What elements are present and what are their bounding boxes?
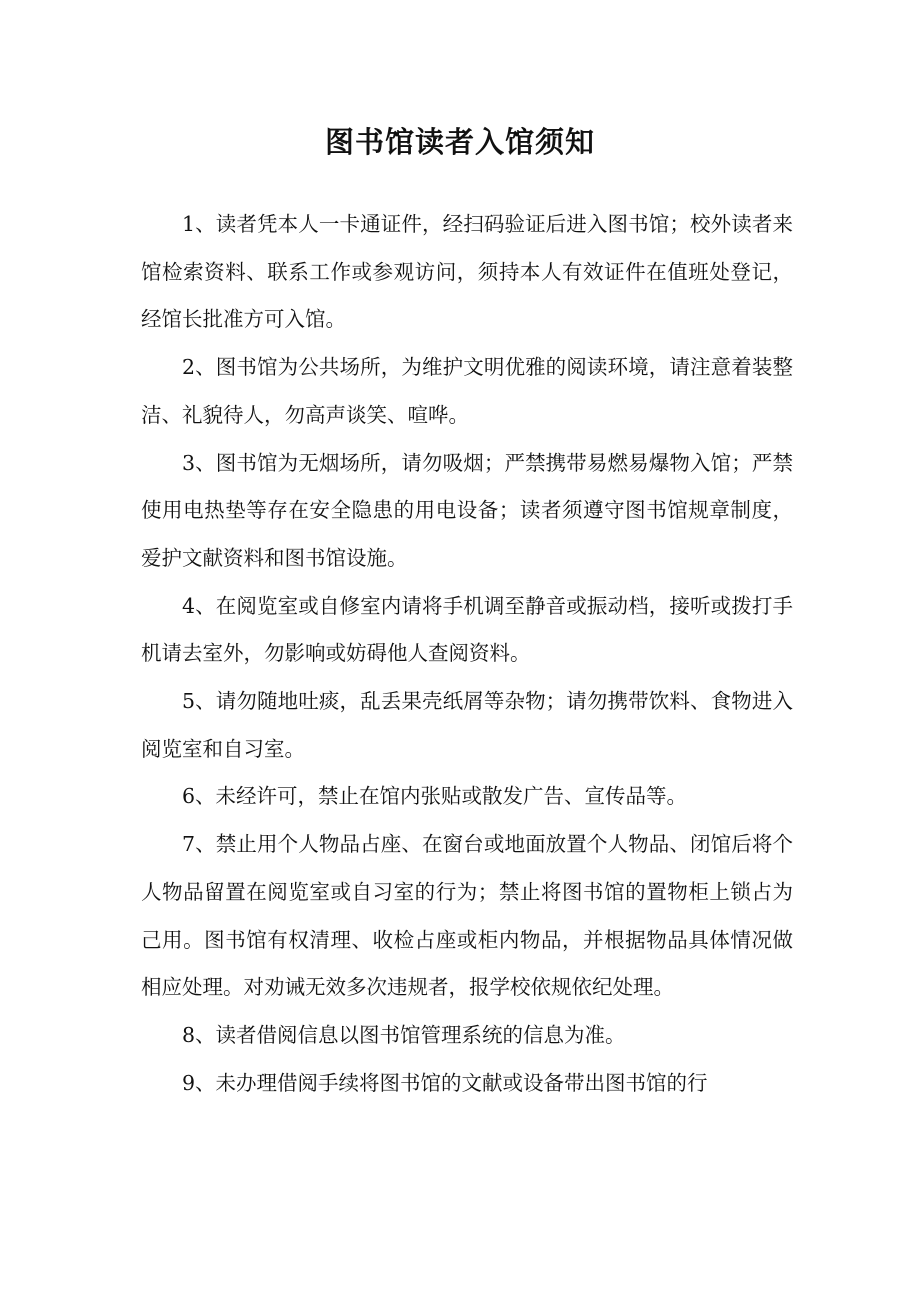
paragraph-1: 1、读者凭本人一卡通证件，经扫码验证后进入图书馆；校外读者来馆检索资料、联系工作或参观访问，须持本人有效证件在值班处登记，经馆长批准方可入馆。	[141, 212, 793, 332]
paragraph-9: 9、未办理借阅手续将图书馆的文献或设备带出图书馆的行	[182, 1070, 708, 1095]
paragraph-2: 2、图书馆为公共场所，为维护文明优雅的阅读环境，请注意着装整洁、礼貌待人，勿高声谈笑、喧哗。	[141, 355, 793, 427]
paragraph-7: 7、禁止用个人物品占座、在窗台或地面放置个人物品、闭馆后将个人物品留置在阅览室或自习室的行为；禁止将图书馆的置物柜上锁占为己用。图书馆有权清理、收检占座或柜内物品，并根据物品具体情况做相应处理。对劝诫无效多次违规者，报学校依规依纪处理。	[141, 832, 793, 1000]
paragraph-4: 4、在阅览室或自修室内请将手机调至静音或振动档，接听或拨打手机请去室外，勿影响或妨碍他人查阅资料。	[141, 593, 793, 666]
paragraph-8: 8、读者借阅信息以图书馆管理系统的信息为准。	[182, 1022, 626, 1047]
paragraph-5: 5、请勿随地吐痰，乱丢果壳纸屑等杂物；请勿携带饮料、食物进入阅览室和自习室。	[141, 689, 793, 761]
paragraph-6: 6、未经许可，禁止在馆内张贴或散发广告、宣传品等。	[182, 784, 688, 809]
document-title: 图书馆读者入馆须知	[324, 125, 595, 159]
paragraph-3: 3、图书馆为无烟场所，请勿吸烟；严禁携带易燃易爆物入馆；严禁使用电热垫等存在安全隐患的用电设备；读者须遵守图书馆规章制度，爱护文献资料和图书馆设施。	[141, 450, 793, 570]
document-body	[141, 201, 793, 1107]
